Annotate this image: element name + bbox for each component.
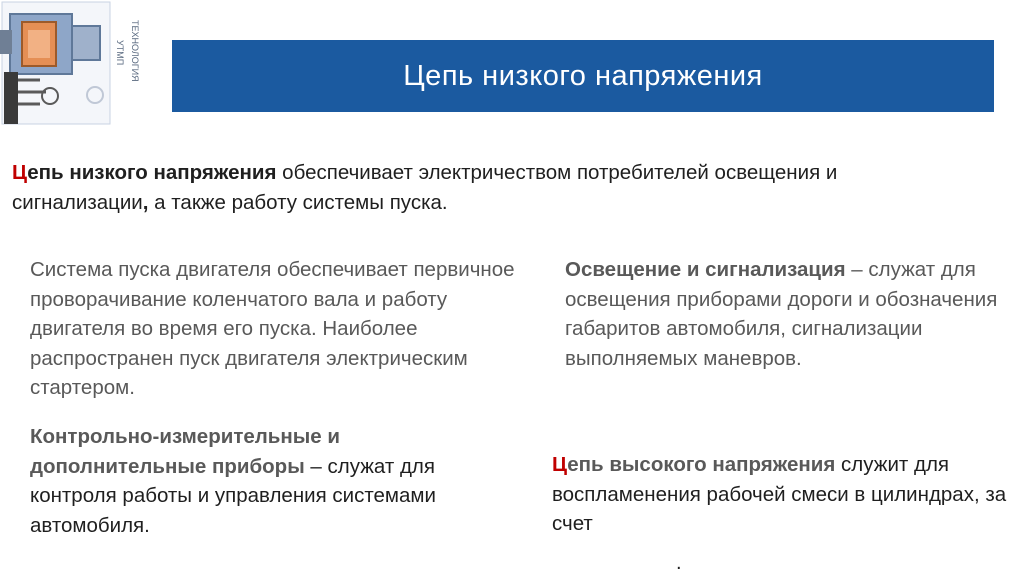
- logo-text-top: УТМП: [115, 40, 125, 66]
- starting-system-text: Система пуска двигателя обеспечивает первичное проворачивание коленчатого вала и работу двигателя во время его пуска. Наиболее распространен пуск двигателя электрическим стартером.: [30, 258, 515, 399]
- instruments-text: – служат для контроля работы и управления системами автомобиля.: [30, 454, 436, 537]
- high-voltage-term: епь высокого напряжения: [567, 453, 836, 476]
- logo-text-bottom: ТЕХНОЛОГИЯ: [130, 20, 140, 82]
- intro-text2: а также работу системы пуска.: [148, 190, 448, 214]
- starter-motor-icon: [0, 0, 145, 130]
- intro-first-letter: Ц: [12, 161, 28, 184]
- trailing-dot: .: [676, 552, 682, 574]
- starting-system-paragraph: [30, 255, 540, 403]
- instruments-paragraph: [30, 422, 510, 540]
- intro-paragraph: [12, 158, 872, 217]
- page-title: Цепь низкого напряжения: [403, 59, 763, 92]
- intro-term: епь низкого напряжения: [27, 161, 277, 184]
- high-voltage-paragraph: [552, 450, 1012, 539]
- intro-text: обеспечивает электричеством потребителей освещения и сигнализации: [12, 161, 838, 214]
- high-voltage-text: служит для воспламенения рабочей смеси в цилиндрах, за счет: [552, 453, 1007, 535]
- lighting-paragraph: [565, 255, 1005, 373]
- logo: [0, 0, 145, 130]
- intro-comma: ,: [142, 190, 149, 214]
- lighting-text: – служат для освещения приборами дороги и обозначения габаритов автомобиля, сигнализации выполняемых маневров.: [565, 258, 998, 370]
- title-bar: [172, 40, 994, 112]
- high-voltage-first-letter: Ц: [552, 453, 568, 476]
- lighting-term: Освещение и сигнализация: [565, 258, 846, 281]
- instruments-term: Контрольно-измерительные и дополнительные приборы: [30, 425, 340, 478]
